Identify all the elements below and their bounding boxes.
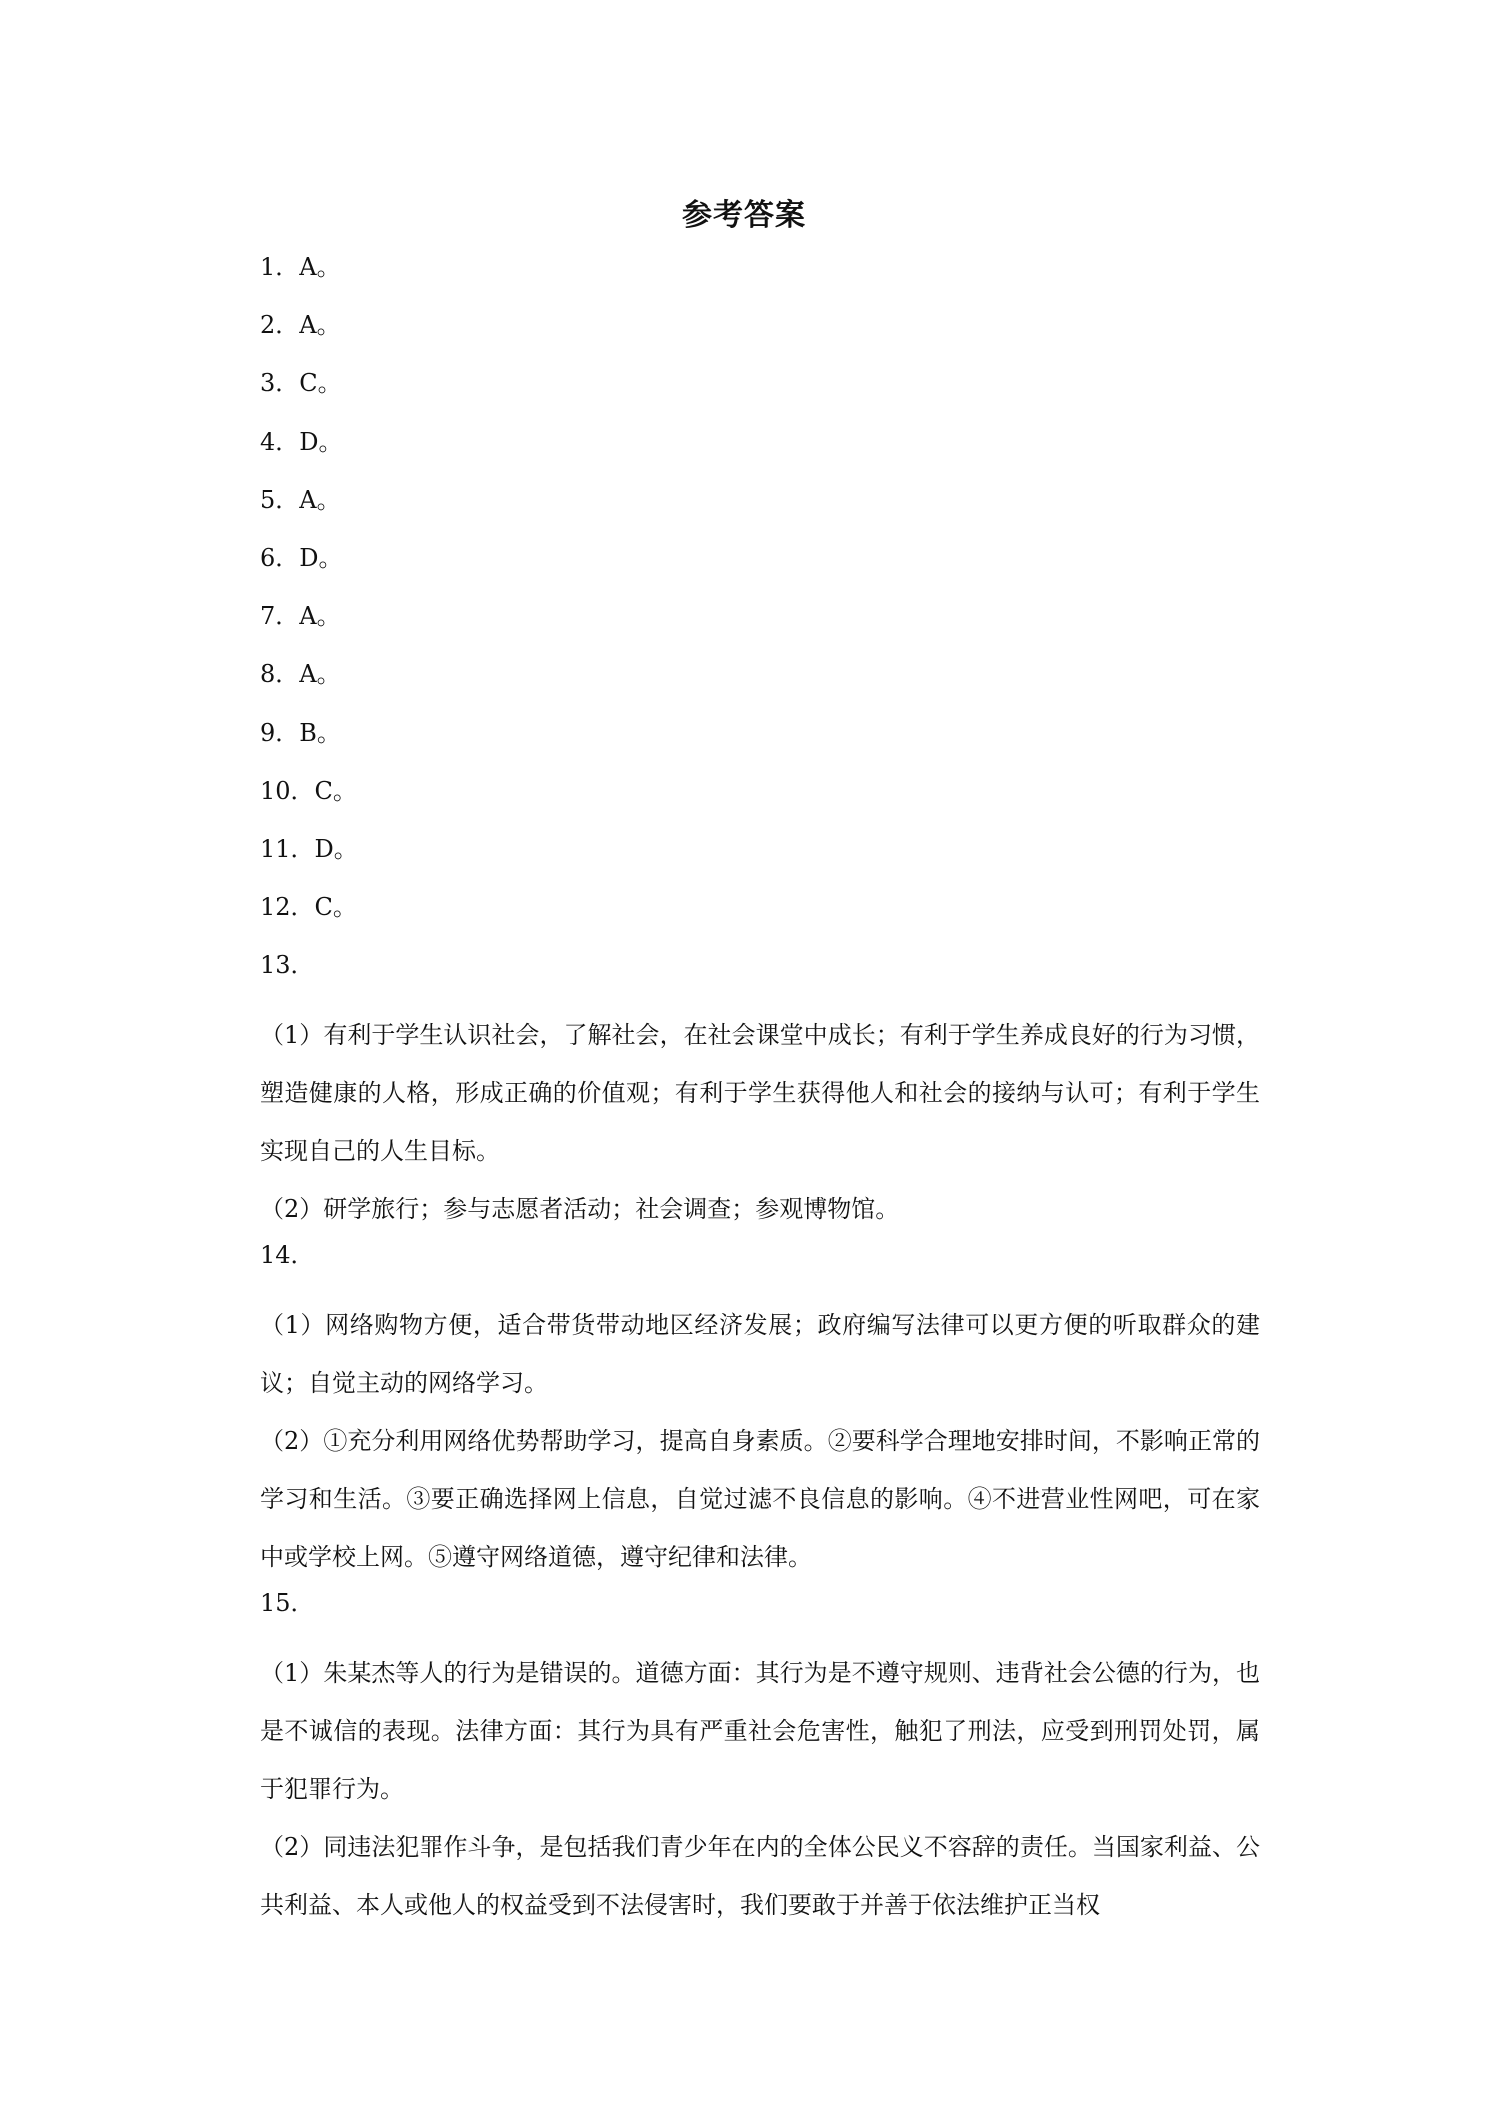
- answer-value: A。: [299, 660, 341, 689]
- question-15: [260, 1586, 1260, 1934]
- question-number: 11．: [260, 834, 315, 863]
- answer-value: A。: [299, 311, 341, 340]
- answer-value: C。: [314, 893, 357, 922]
- question-13: [260, 948, 1260, 1238]
- question-14: [260, 1238, 1260, 1586]
- answer-item: [260, 308, 1260, 366]
- question-number: 8．: [260, 660, 300, 689]
- answer-item: [260, 657, 1260, 715]
- answer-value: A。: [299, 602, 341, 631]
- answer-paragraph: （1）有利于学生认识社会，了解社会，在社会课堂中成长；有利于学生养成良好的行为习惯，塑造健康的人格，形成正确的价值观；有利于学生获得他人和社会的接纳与认可；有利于学生实现自己的人生目标。: [260, 1021, 1260, 1166]
- answer-paragraph: （1）朱某杰等人的行为是错误的。道德方面：其行为是不遵守规则、违背社会公德的行为，也是不诚信的表现。法律方面：其行为具有严重社会危害性，触犯了刑法，应受到刑罚处罚，属于犯罪行为。: [260, 1659, 1260, 1804]
- question-number: 5．: [260, 485, 300, 514]
- answer-item: [260, 599, 1260, 657]
- question-number: 9．: [260, 718, 300, 747]
- question-number: 13．: [260, 951, 315, 980]
- answer-paragraph: （2）同违法犯罪作斗争，是包括我们青少年在内的全体公民义不容辞的责任。当国家利益、公共利益、本人或他人的权益受到不法侵害时，我们要敢于并善于依法维护正当权: [260, 1833, 1260, 1920]
- answer-value: A。: [299, 485, 341, 514]
- answer-item: [260, 716, 1260, 774]
- answer-item: [260, 366, 1260, 424]
- question-number: 4．: [260, 427, 300, 456]
- question-number: 15．: [260, 1589, 315, 1618]
- answer-item: [260, 774, 1260, 832]
- answer-value: B。: [299, 718, 341, 747]
- answer-item: [260, 483, 1260, 541]
- multiple-choice-answers: [260, 250, 1260, 948]
- answer-paragraph: （1）网络购物方便，适合带货带动地区经济发展；政府编写法律可以更方便的听取群众的建议；自觉主动的网络学习。: [260, 1311, 1260, 1398]
- answer-value: D。: [314, 834, 358, 863]
- answer-item: [260, 541, 1260, 599]
- question-number: 10．: [260, 776, 315, 805]
- question-number: 2．: [260, 311, 300, 340]
- question-number: 1．: [260, 253, 300, 281]
- answer-item: [260, 832, 1260, 890]
- answer-value: C。: [314, 776, 357, 805]
- question-number: 12．: [260, 893, 315, 922]
- answer-value: A。: [299, 253, 341, 281]
- answer-content: [260, 250, 1260, 1934]
- answer-item: [260, 425, 1260, 483]
- answer-value: D。: [299, 427, 343, 456]
- answer-value: C。: [299, 369, 342, 398]
- question-number: 6．: [260, 543, 300, 572]
- answer-item: [260, 890, 1260, 948]
- page-title: 参考答案: [682, 198, 806, 233]
- answer-value: D。: [299, 543, 343, 572]
- question-number: 7．: [260, 602, 300, 631]
- question-number: 14．: [260, 1241, 315, 1270]
- answer-paragraph: （2）①充分利用网络优势帮助学习，提高自身素质。②要科学合理地安排时间，不影响正常的学习和生活。③要正确选择网上信息，自觉过滤不良信息的影响。④不进营业性网吧，可在家中或学校上网。⑤遵守网络道德，遵守纪律和法律。: [260, 1427, 1260, 1572]
- question-number: 3．: [260, 369, 300, 398]
- answer-item: [260, 250, 1260, 308]
- answer-paragraph: （2）研学旅行；参与志愿者活动；社会调查；参观博物馆。: [260, 1195, 900, 1224]
